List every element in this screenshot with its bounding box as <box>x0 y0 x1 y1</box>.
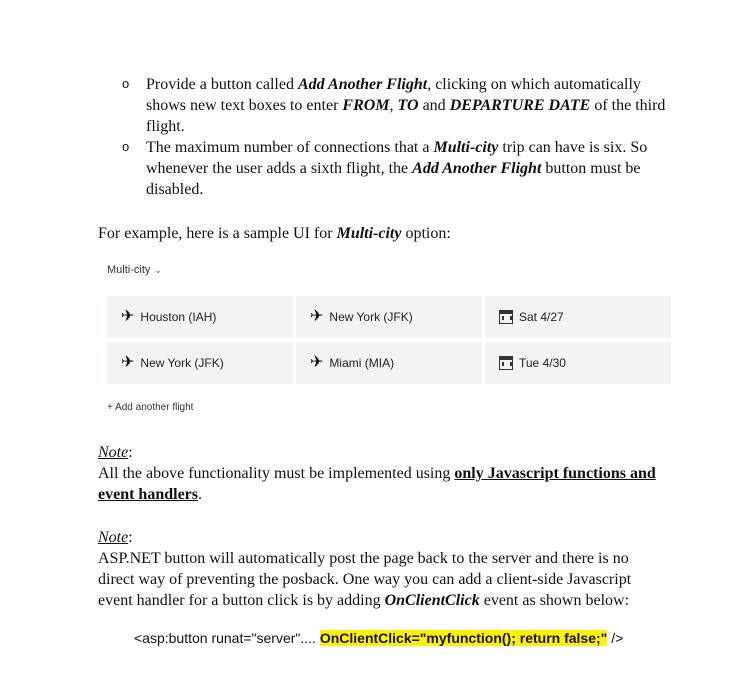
to-field[interactable] <box>296 296 482 338</box>
note-label: Note <box>98 444 129 461</box>
note-1 <box>98 442 658 505</box>
date-field[interactable] <box>485 296 671 338</box>
text-run: Add Another Flight <box>297 76 428 93</box>
trip-type-dropdown[interactable] <box>107 264 672 276</box>
flight-row <box>107 342 672 384</box>
sample-multicity-ui <box>107 264 672 413</box>
text-run: The maximum number of connections that a <box>146 139 434 156</box>
bullet-item <box>122 74 666 137</box>
code-plain: <asp:button runat="server".... <box>134 630 320 646</box>
flight-row <box>107 296 672 338</box>
text-run: of the third flight. <box>146 97 666 135</box>
date-field[interactable] <box>485 342 671 384</box>
text-run: DEPARTURE DATE <box>449 97 591 114</box>
text-run: TO <box>397 97 419 114</box>
to-value: Miami (MIA) <box>329 356 395 370</box>
bullet-marker: o <box>122 139 130 154</box>
from-field[interactable] <box>107 342 293 384</box>
text-run: , clicking on which automatically shows new text boxes to enter <box>146 76 641 114</box>
text-run: button must be disabled. <box>146 160 641 198</box>
from-field[interactable] <box>107 296 293 338</box>
date-value: Tue 4/30 <box>519 356 566 370</box>
text-run: For example, here is a sample UI for <box>98 225 337 242</box>
add-another-flight-button[interactable]: + Add another flight <box>107 402 194 413</box>
airplane-icon: ✈ <box>121 308 135 325</box>
to-field[interactable] <box>296 342 482 384</box>
text-run: . <box>198 486 202 503</box>
text-run: All the above functionality must be implemented using <box>98 465 455 482</box>
flight-grid <box>107 296 672 388</box>
calendar-icon <box>499 356 513 370</box>
airplane-icon: ✈ <box>121 354 135 371</box>
text-run: ASP.NET button will automatically post the page back to the server and there is no direct way of preventing the posback. One way you can add a client-side Javascript event handler for a button click is by adding <box>98 550 632 609</box>
note-label: Note <box>98 529 129 546</box>
calendar-icon <box>499 310 513 324</box>
code-sample <box>134 630 623 646</box>
text-run: Add Another Flight <box>412 160 542 177</box>
code-highlight: OnClientClick="myfunction(); return false;" <box>319 630 608 646</box>
text-run: : <box>128 444 133 461</box>
text-run: only Javascript functions and event handlers <box>98 465 656 503</box>
from-value: New York (JFK) <box>140 356 224 370</box>
date-value: Sat 4/27 <box>519 310 564 324</box>
text-run: FROM <box>342 97 390 114</box>
code-end: /> <box>607 630 624 646</box>
text-run: trip can have is six. So whenever the user adds a sixth flight, the <box>146 139 648 177</box>
note-2 <box>98 527 643 611</box>
requirements-list <box>122 74 666 200</box>
trip-type-label: Multi-city <box>107 264 151 276</box>
text-run: , <box>389 97 398 114</box>
chevron-down-icon: ⌄ <box>154 264 162 275</box>
bullet-item <box>122 137 666 200</box>
text-run: OnClientClick <box>384 592 480 609</box>
to-value: New York (JFK) <box>329 310 413 324</box>
airplane-icon: ✈ <box>310 308 324 325</box>
bullet-marker: o <box>122 76 130 91</box>
from-value: Houston (IAH) <box>140 310 217 324</box>
text-run: : <box>128 529 133 546</box>
text-run: event as shown below: <box>479 592 630 609</box>
text-run: option: <box>401 225 451 242</box>
airplane-icon: ✈ <box>310 354 324 371</box>
text-run: Multi-city <box>336 225 402 242</box>
text-run: and <box>418 97 450 114</box>
example-intro <box>98 223 451 244</box>
text-run: Multi-city <box>433 139 499 156</box>
text-run: Provide a button called <box>146 76 298 93</box>
